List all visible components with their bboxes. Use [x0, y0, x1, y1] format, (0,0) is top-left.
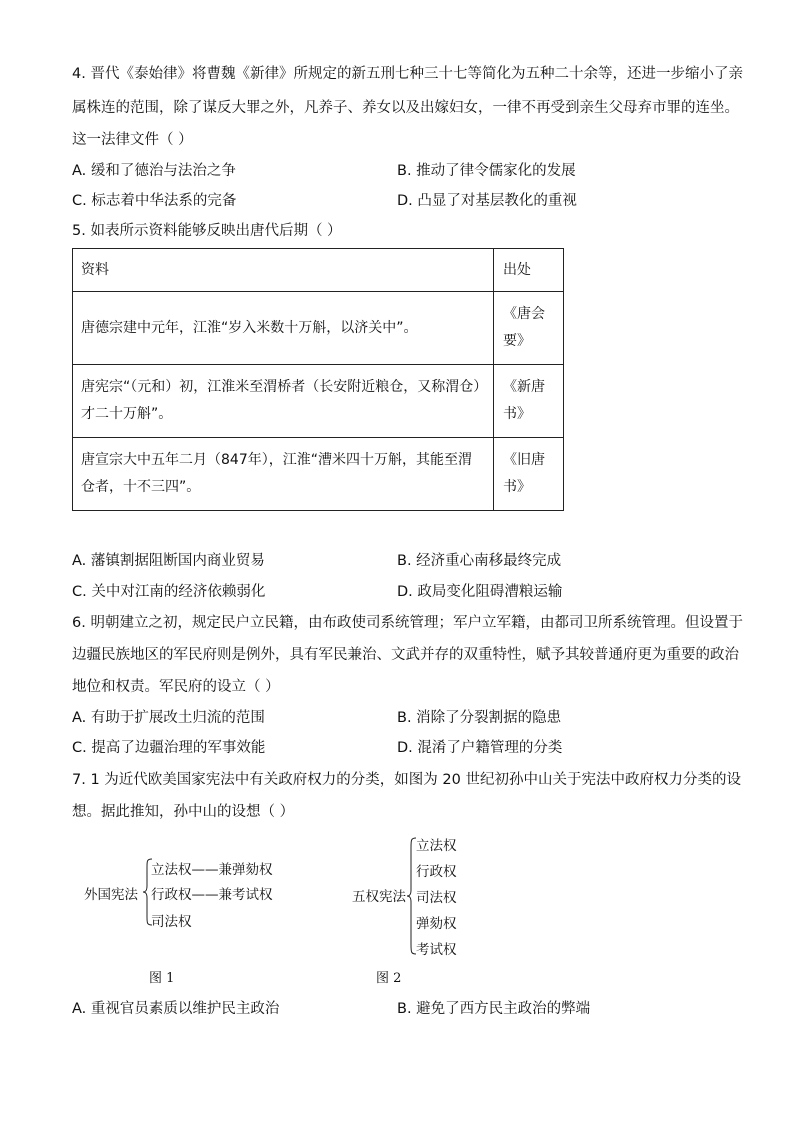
table-header-cell: 出处 [494, 249, 564, 292]
fig2-branch: 行政权 [416, 864, 457, 880]
table-header-cell: 资料 [73, 249, 494, 292]
q4-stem-line3: 这一法律文件（ ） [72, 132, 193, 148]
q5-stem: 5. 如表所示资料能够反映出唐代后期（ ） [72, 223, 342, 239]
q5-source-table [72, 248, 564, 511]
fig2-branch: 考试权 [416, 942, 457, 958]
q6-stem-line2: 边疆民族地区的军民府则是例外，具有军民兼治、文武并存的双重特性，赋予其较普通府更为重要的政治 [72, 647, 739, 663]
fig2-caption: 图 2 [376, 971, 402, 986]
table-header-row [73, 249, 564, 292]
table-row [73, 438, 564, 511]
q7-stem-line2: 想。据此推知，孙中山的设想（ ） [72, 804, 295, 820]
table-row [73, 292, 564, 365]
q7-stem-line1: 7. 1 为近代欧美国家宪法中有关政府权力的分类，如图为 20 世纪初孙中山关于宪法中政府权力分类的设 [72, 772, 741, 788]
q5-option-c[interactable]: C. 关中对江南的经济依赖弱化 [72, 584, 266, 600]
table-cell-source: 《旧唐书》 [494, 438, 564, 511]
q4-stem-line2: 属株连的范围，除了谋反大罪之外，凡养子、养女以及出嫁妇女，一律不再受到亲生父母弃市罪的连坐。 [72, 100, 739, 116]
q4-option-d[interactable]: D. 凸显了对基层教化的重视 [397, 193, 577, 209]
table-cell-source: 《新唐书》 [494, 365, 564, 438]
q6-option-a[interactable]: A. 有助于扩展改土归流的范围 [72, 710, 265, 726]
fig2-branch: 弹劾权 [416, 916, 457, 932]
fig1-root: 外国宪法 [84, 887, 138, 903]
table-cell-text: 唐宣宗大中五年二月（847年），江淮“漕米四十万斛，其能至渭仓者，十不三四”。 [73, 438, 494, 511]
q6-stem-line3: 地位和权责。军民府的设立（ ） [72, 679, 280, 695]
q4-option-b[interactable]: B. 推动了律令儒家化的发展 [397, 163, 576, 179]
q4-option-a[interactable]: A. 缓和了德治与法治之争 [72, 163, 236, 179]
fig1-caption: 图 1 [149, 971, 175, 986]
table-cell-text: 唐宪宗“（元和）初，江淮米至渭桥者（长安附近粮仓，又称渭仓）才二十万斛”。 [73, 365, 494, 438]
fig1-branch: 司法权 [151, 914, 192, 930]
fig2-root: 五权宪法 [352, 889, 406, 905]
table-cell-source: 《唐会要》 [494, 292, 564, 365]
fig2-branch: 司法权 [416, 890, 457, 906]
q4-option-c[interactable]: C. 标志着中华法系的完备 [72, 193, 237, 209]
q5-option-b[interactable]: B. 经济重心南移最终完成 [397, 553, 562, 569]
q7-option-b[interactable]: B. 避免了西方民主政治的弊端 [397, 1001, 591, 1017]
q6-stem-line1: 6. 明朝建立之初，规定民户立民籍，由布政使司系统管理；军户立军籍，由都司卫所系统管理。但设置于 [72, 615, 743, 631]
fig1-branch: 立法权——兼弹劾权 [151, 862, 273, 878]
q6-option-b[interactable]: B. 消除了分裂割据的隐患 [397, 710, 562, 726]
q5-option-d[interactable]: D. 政局变化阻碍漕粮运输 [397, 584, 563, 600]
q5-option-a[interactable]: A. 藩镇割据阻断国内商业贸易 [72, 553, 265, 569]
fig2-branch: 立法权 [416, 838, 457, 854]
q4-stem-line1: 4. 晋代《泰始律》将曹魏《新律》所规定的新五刑七种三十七等简化为五种二十余等，还进一步缩小了亲 [72, 66, 743, 82]
q7-option-a[interactable]: A. 重视官员素质以维护民主政治 [72, 1001, 280, 1017]
fig1-branch: 行政权——兼考试权 [151, 887, 273, 903]
table-row [73, 365, 564, 438]
table-cell-text: 唐德宗建中元年，江淮“岁入米数十万斛，以济关中”。 [73, 292, 494, 365]
q6-option-d[interactable]: D. 混淆了户籍管理的分类 [397, 740, 563, 756]
q6-option-c[interactable]: C. 提高了边疆治理的军事效能 [72, 740, 266, 756]
